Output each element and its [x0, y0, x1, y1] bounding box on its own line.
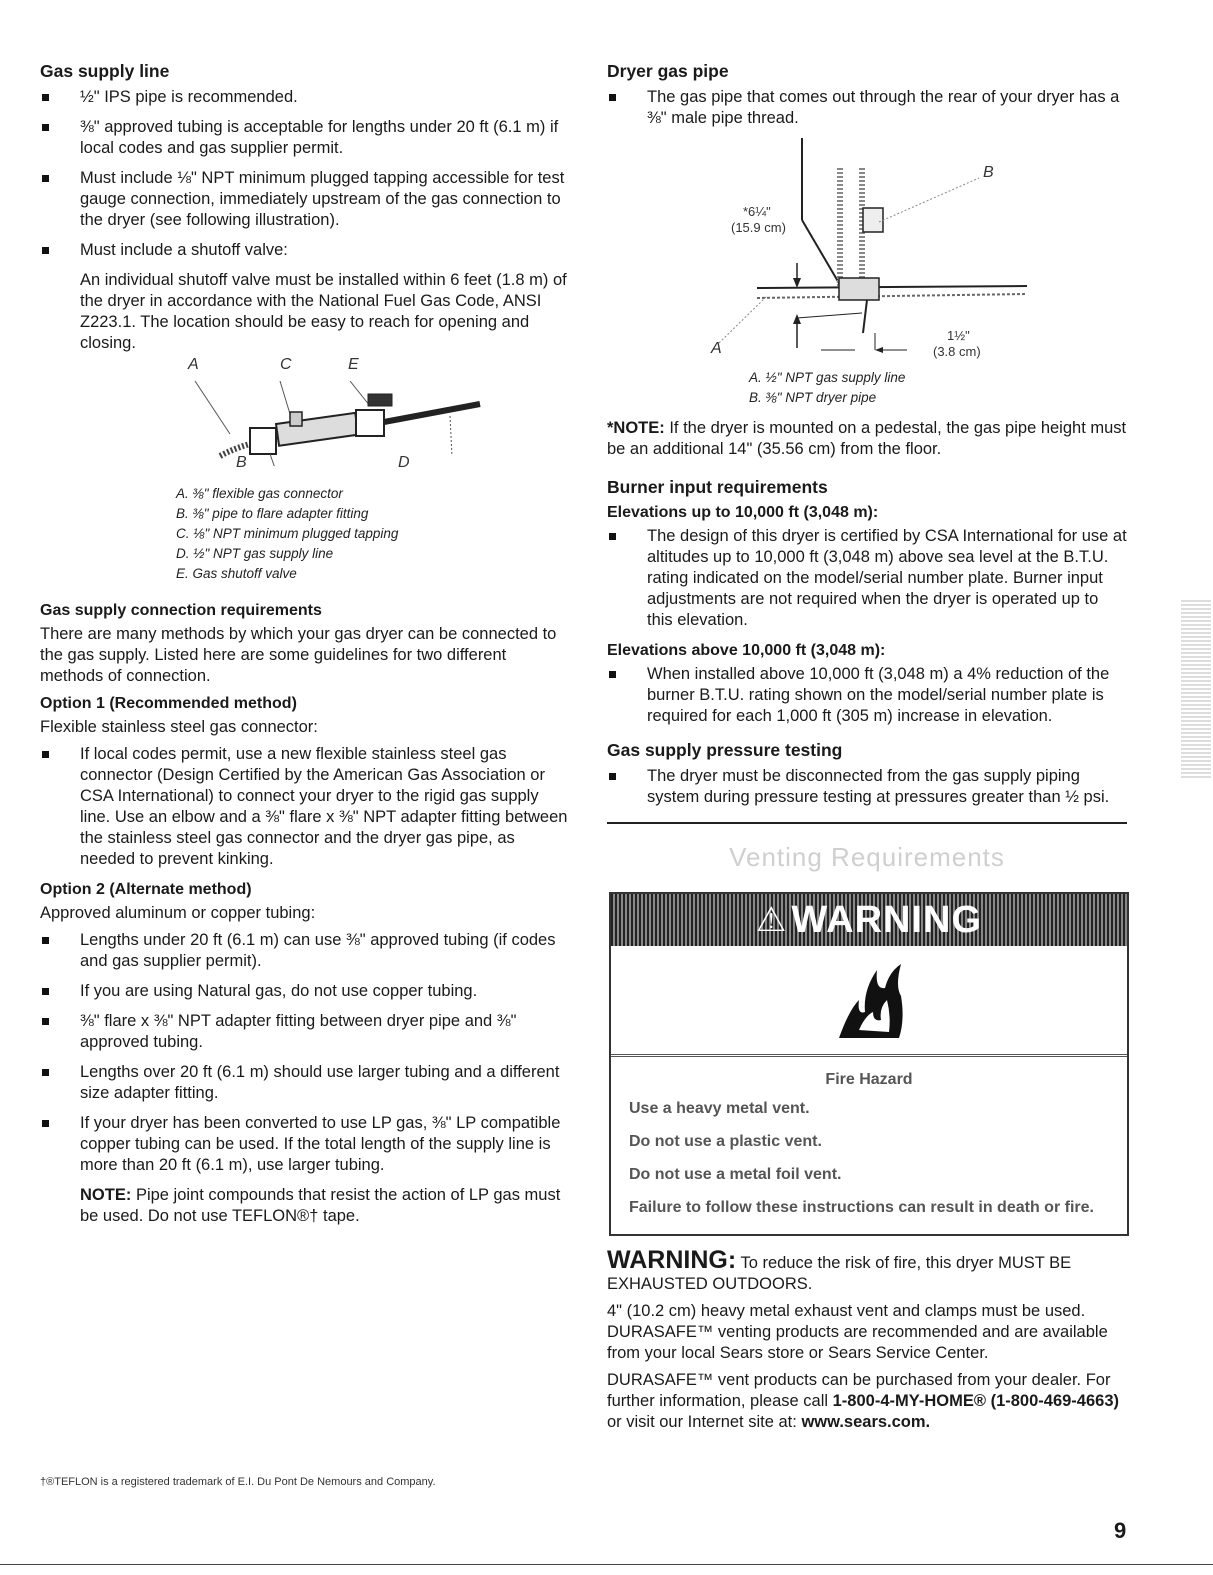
list-item: The design of this dryer is certified by CSA International for use at altitudes up to 10,000 ft (3,048 m) above sea level at the B.T.U. rating indicated on the model/serial number plate. Burner input adjustments are not required when the dryer is operated up to this elevation. [607, 526, 1127, 631]
list-item: If you are using Natural gas, do not use copper tubing. [40, 981, 570, 1002]
list-item: Lengths over 20 ft (6.1 m) should use larger tubing and a different size adapter fitting. [40, 1062, 570, 1104]
list-item: The gas pipe that comes out through the rear of your dryer has a ⅜" male pipe thread. [607, 87, 1127, 129]
gas-supply-line-heading: Gas supply line [40, 61, 170, 81]
vent-contact-text-mid: or visit our Internet site at: [607, 1413, 797, 1431]
label-a: A [188, 356, 199, 373]
warning-text [611, 1057, 1127, 1234]
dim-offset: 1½" [947, 328, 970, 343]
caption: E. Gas shutoff valve [176, 566, 297, 581]
caption: A. ⅜" flexible gas connector [176, 486, 343, 501]
venting-requirements-title: Venting Requirements [729, 842, 1005, 872]
connection-text: There are many methods by which your gas dryer can be connected to the gas supply. Listed here are some guidelines for two different methods of connection. [40, 625, 557, 685]
warning-line: Do not use a plastic vent. [629, 1133, 822, 1150]
burner-heading: Burner input requirements [607, 477, 828, 497]
list-item: If local codes permit, use a new flexible stainless steel gas connector (Design Certified by the American Gas Association or CSA International) to connect your dryer to the rigid gas supply line. Use an elbow and a ⅜" flare x ⅜" NPT adapter fitting between the stainless steel gas connector and the dryer gas pipe, as needed to prevent kinking. [40, 744, 570, 870]
list-item: Must include ⅛" NPT minimum plugged tapping accessible for test gauge connection, immediately upstream of the gas connection to the dryer (see following illustration). [40, 168, 570, 231]
lp-note [40, 1185, 570, 1227]
note-label: NOTE: [80, 1186, 132, 1204]
figure-captions [607, 368, 1127, 408]
caption: D. ½" NPT gas supply line [176, 546, 334, 561]
elevation-up-list [607, 526, 1127, 631]
option2-text: Approved aluminum or copper tubing: [40, 904, 316, 922]
shutoff-valve-text: An individual shutoff valve must be installed within 6 feet (1.8 m) of the dryer in accordance with the National Fuel Gas Code, ANSI Z223.1. The location should be easy to reach for opening and closing. [80, 271, 567, 352]
option2-list [40, 930, 570, 1176]
fire-hazard-warning-box [609, 892, 1129, 1236]
figure-captions [40, 484, 570, 584]
list-item: ½" IPS pipe is recommended. [40, 87, 570, 108]
label-a: A [711, 340, 722, 357]
list-item: ⅜" approved tubing is acceptable for lengths under 20 ft (6.1 m) if local codes and gas supplier permit. [40, 117, 570, 159]
warning-header [611, 894, 1127, 946]
warning-line: Use a heavy metal vent. [629, 1100, 810, 1117]
vent-contact-paragraph [607, 1370, 1127, 1433]
dim-height-cm: (15.9 cm) [731, 220, 786, 235]
list-item: Must include a shutoff valve: [40, 240, 570, 261]
section-divider [607, 822, 1127, 824]
phone-number-digits: (1-800-469-4663) [990, 1392, 1119, 1410]
warning-header-text: WARNING [791, 898, 983, 941]
elevation-above-list [607, 664, 1127, 727]
option1-list [40, 744, 570, 870]
list-item: When installed above 10,000 ft (3,048 m) a 4% reduction of the burner B.T.U. rating shown on the model/serial number plate is required for each 1,000 ft (305 m) increase in elevation. [607, 664, 1127, 727]
dim-offset-cm: (3.8 cm) [933, 344, 981, 359]
connection-requirements-heading: Gas supply connection requirements [40, 602, 322, 619]
dryer-gas-pipe-heading: Dryer gas pipe [607, 61, 729, 81]
left-column [40, 60, 570, 1235]
pedestal-note [607, 418, 1127, 460]
teflon-footnote: †®TEFLON is a registered trademark of E.I. Du Pont De Nemours and Company. [40, 1476, 436, 1488]
label-e: E [348, 356, 359, 373]
caption: B. ⅜" NPT dryer pipe [749, 390, 877, 405]
option1-heading: Option 1 (Recommended method) [40, 695, 297, 712]
gas-connector-illustration [40, 356, 570, 482]
right-column [607, 60, 1127, 1439]
language-side-tab [1181, 598, 1211, 778]
list-item: If your dryer has been converted to use LP gas, ⅜" LP compatible copper tubing can be used. If the total length of the supply line is more than 20 ft (6.1 m), use larger tubing. [40, 1113, 570, 1176]
warning-line: Failure to follow these instructions can result in death or fire. [629, 1199, 1094, 1216]
dryer-pipe-illustration [607, 138, 1127, 364]
dryer-gas-pipe-list [607, 87, 1127, 129]
vent-paragraph: 4" (10.2 cm) heavy metal exhaust vent and clamps must be used. DURASAFE™ venting products are recommended and are available from your local Sears store or Sears Service Center. [607, 1302, 1108, 1362]
gas-connector-drawing [190, 376, 490, 466]
elevation-up-heading: Elevations up to 10,000 ft (3,048 m): [607, 504, 879, 521]
pressure-testing-heading: Gas supply pressure testing [607, 740, 843, 760]
label-d: D [398, 454, 410, 471]
warning-label: WARNING: [607, 1246, 737, 1274]
fire-icon-area [611, 946, 1127, 1057]
caption: C. ⅛" NPT minimum plugged tapping [176, 526, 399, 541]
hazard-title: Fire Hazard [825, 1071, 913, 1088]
caption: A. ½" NPT gas supply line [749, 370, 906, 385]
label-b: B [236, 454, 247, 471]
warning-line: Do not use a metal foil vent. [629, 1166, 842, 1183]
gas-supply-line-list [40, 87, 570, 261]
label-b: B [983, 164, 994, 181]
note-text: Pipe joint compounds that resist the action of LP gas must be used. Do not use TEFLON®† tape. [80, 1186, 561, 1225]
warning-triangle-icon: ⚠ [755, 901, 788, 939]
elevation-above-heading: Elevations above 10,000 ft (3,048 m): [607, 642, 886, 659]
list-item: The dryer must be disconnected from the gas supply piping system during pressure testing at pressures greater than ½ psi. [607, 766, 1127, 808]
pressure-testing-list [607, 766, 1127, 808]
label-c: C [280, 356, 292, 373]
phone-number: 1-800-4-MY-HOME® [832, 1392, 986, 1410]
list-item: ⅜" flare x ⅜" NPT adapter fitting between dryer pipe and ⅜" approved tubing. [40, 1011, 570, 1053]
website-link[interactable]: www.sears.com. [801, 1413, 931, 1431]
fire-icon [829, 960, 909, 1040]
list-item: Lengths under 20 ft (6.1 m) can use ⅜" approved tubing (if codes and gas supplier permit). [40, 930, 570, 972]
option1-text: Flexible stainless steel gas connector: [40, 718, 318, 736]
exhaust-warning [607, 1246, 1127, 1295]
note-text: If the dryer is mounted on a pedestal, the gas pipe height must be an additional 14" (35.56 cm) from the floor. [607, 419, 1127, 458]
bottom-rule [0, 1564, 1213, 1565]
page-number: 9 [1114, 1518, 1127, 1543]
warning-para-text: To reduce the risk of fire, this dryer MUST BE EXHAUSTED OUTDOORS. [607, 1254, 1072, 1293]
note-label: *NOTE: [607, 419, 665, 437]
option2-heading: Option 2 (Alternate method) [40, 881, 252, 898]
caption: B. ⅜" pipe to flare adapter fitting [176, 506, 369, 521]
vent-contact-text: DURASAFE™ vent products can be purchased from your dealer. For further information, please call [607, 1371, 1111, 1410]
dryer-pipe-drawing [607, 138, 1127, 364]
dim-height: *6¼" [743, 204, 771, 219]
